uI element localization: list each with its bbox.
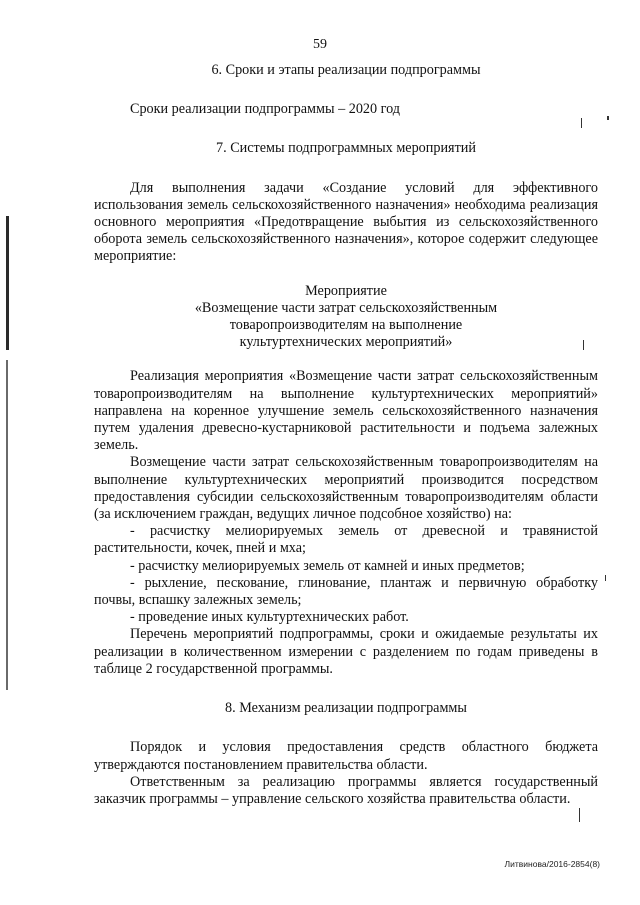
section8-paragraph-2: Ответственным за реализацию программы является государственный заказчик программы – управление сельского хозяйства правительства области. xyxy=(94,773,598,807)
scan-speck xyxy=(605,575,606,581)
section7-bullet-3: - рыхление, пескование, глинование, плантаж и первичную обработку почвы, вспашку залежных земель; xyxy=(94,574,598,609)
section7-bullet-1: - расчистку мелиорируемых земель от древесной и травянистой растительности, кочек, пней и мха; xyxy=(94,523,598,557)
page-number: 59 xyxy=(313,37,327,52)
section7-paragraph-1: Реализация мероприятия «Возмещение части затрат сельскохозяйственным товаропроизводителям на выполнение культуртехнических мероприятий» направлена на коренное улучшение земель сельскохозяйственного назначения путем удаления древесно-кустарниковой растительности и подъема залежных земель. xyxy=(94,368,598,454)
section7-bullet-4: - проведение иных культуртехнических работ. xyxy=(130,609,409,626)
measure-title-line1: Мероприятие xyxy=(305,282,387,299)
section7-bullet-2: - расчистку мелиорируемых земель от камней и иных предметов; xyxy=(130,557,525,574)
scan-speck xyxy=(579,808,580,822)
section8-heading: 8. Механизм реализации подпрограммы xyxy=(225,700,467,717)
scan-speck xyxy=(607,116,609,120)
document-footer-code: Литвинова/2016-2854(8) xyxy=(504,859,600,869)
section7-paragraph-2: Возмещение части затрат сельскохозяйственным товаропроизводителям на выполнение культуртехнических мероприятий производится посредством предоставления субсидии сельскохозяйственным товаропроизводителям области (за исключением граждан, ведущих личное подсобное хозяйство) на: xyxy=(94,454,598,523)
document-body xyxy=(94,62,598,808)
section7-paragraph-3: Перечень мероприятий подпрограммы, сроки и ожидаемые результаты их реализации в количественном измерении с разделением по годам приведены в таблице 2 государственной программы. xyxy=(94,626,598,677)
scan-edge-mark-faint xyxy=(6,360,8,690)
scan-edge-mark xyxy=(6,216,9,350)
section8-paragraph-1: Порядок и условия предоставления средств областного бюджета утверждаются постановлением правительства области. xyxy=(94,739,598,773)
measure-title-line4: культуртехнических мероприятий» xyxy=(239,334,453,351)
measure-title-line2: «Возмещение части затрат сельскохозяйственным xyxy=(194,299,498,316)
measure-title-line3: товаропроизводителям на выполнение xyxy=(229,317,463,334)
measure-title xyxy=(94,283,598,352)
section7-intro: Для выполнения задачи «Создание условий для эффективного использования земель сельскохозяйственного назначения» необходима реализация основного мероприятия «Предотвращение выбытия из сельскохозяйственного оборота земель сельскохозяйственного назначения», которое содержит следующее мероприятие: xyxy=(94,179,598,265)
section6-heading: 6. Сроки и этапы реализации подпрограммы xyxy=(211,62,481,78)
section6-text: Сроки реализации подпрограммы – 2020 год xyxy=(130,101,401,118)
section7-heading: 7. Системы подпрограммных мероприятий xyxy=(216,140,476,157)
